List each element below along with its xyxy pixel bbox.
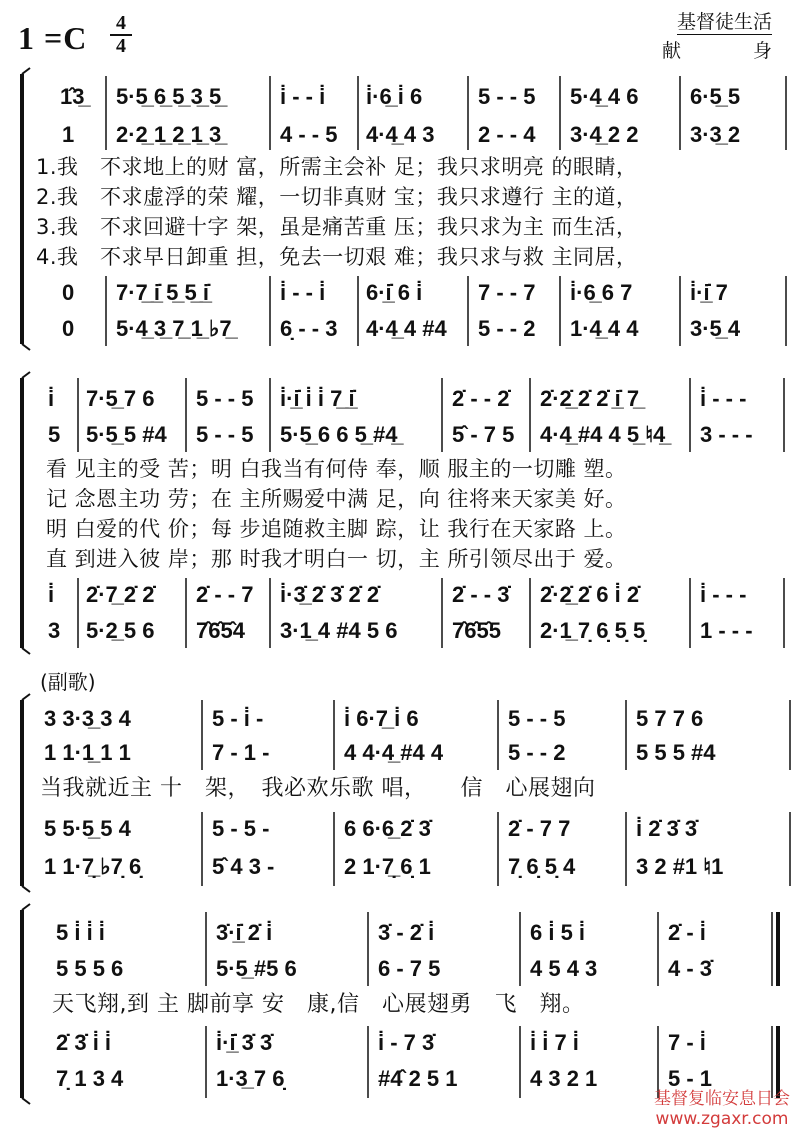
cell: 2̇·2̲̇ 2̇ 2̇ i̲̇ 7̲ [540, 386, 640, 411]
lyric-verse-4: 4.我 不求早日卸重 担，免去一切艰 难；我只求与救 主同居， [36, 245, 638, 269]
bracket-hook [22, 372, 30, 378]
bracket-hook [22, 886, 30, 892]
bracket-hook [22, 68, 30, 74]
cell: 2̇ - 7 7 [508, 816, 571, 841]
cell: 1·4̲ 4 4 [570, 316, 639, 341]
cell: i̇ - 7 3̇ [378, 1030, 435, 1055]
cell: 5 - - 2 [478, 316, 536, 341]
cell: 5 - - 5 [478, 84, 536, 109]
cell: 0 [62, 280, 75, 305]
lyric-verse-3: 明 白爱的代 价；每 步追随救主脚 踪，让 我行在天家路 上。 [46, 517, 627, 541]
cell: 2̇ - - 3̇ [452, 582, 510, 607]
cell: 4·4̲ 4 #4 [366, 316, 447, 341]
bracket-hook [22, 344, 30, 350]
key-signature: 1 =C [18, 20, 88, 56]
cell: 5 7 7 6 [636, 706, 704, 731]
cell: 7·5̲ 7 6 [86, 386, 155, 411]
cell: 5 [48, 422, 61, 447]
cell: 0 [62, 316, 75, 341]
cell: 1 [62, 122, 75, 147]
cell: i̇·3̲̇ 2̇ 3̇ 2̇ 2̇ [280, 582, 380, 607]
song-title-char-1: 献 [662, 40, 682, 62]
cell: 4·4̲ #4 4 5̲ ♮4̲ [540, 422, 666, 447]
cell: 5·5̲ 6̲ 5̲ 3̲ 5̲ [116, 84, 222, 109]
cell: 3 3·3̲ 3 4 [44, 706, 131, 731]
category-underline [677, 34, 772, 35]
cell: 5̂ 4 3 - [212, 854, 275, 879]
cell: i̇ - - i̇ [280, 280, 326, 305]
cell: i̇ - - - [700, 386, 747, 411]
cell: 1 - - - [700, 618, 753, 643]
cell: 4 3 2 1 [530, 1066, 598, 1091]
cell: 5·5̲ 6 6 5̲ #4̲ [280, 422, 398, 447]
cell: 3 [48, 618, 61, 643]
cell: i̇ 2̇ 3̇ 3̇ [636, 816, 698, 841]
category-label [677, 10, 772, 35]
bracket-hook [22, 904, 30, 910]
cell: 5·4̲ 4 6 [570, 84, 639, 109]
cell: i̇·i̲̇ 3̇ 3̇ [216, 1030, 273, 1055]
chorus-label: (副歌) [40, 670, 96, 694]
cell: i̇ - - - [700, 582, 747, 607]
lyric-verse-1: 1.我 不求地上的财 富，所需主会补 足；我只求明亮 的眼睛， [36, 155, 638, 179]
lyric-chorus-line-2: 天飞翔,到 主 脚前享 安 康,信 心展翅勇 飞 翔。 [52, 992, 585, 1017]
watermark-line-1: 基督复临安息日会 [654, 1089, 790, 1109]
cell: 4·4̲ 4 3 [366, 122, 435, 147]
cell: 2̇·2̲̇ 2̇ 6 i̇ 2̇ [540, 582, 640, 607]
cell: 5 5 5 6 [56, 956, 124, 981]
cell: 7̂6̂5̂4 [196, 618, 245, 643]
lyric-verse-4: 直 到进入彼 岸；那 时我才明白一 切，主 所引领尽出于 爱。 [46, 547, 627, 571]
system-4 [0, 906, 800, 1102]
bracket-hook [22, 694, 30, 700]
cell: 5 5 5 #4 [636, 740, 716, 765]
cell: 5̂ - 7 5 [452, 422, 515, 447]
cell: 3·1̲ 4 #4 5 6 [280, 618, 398, 643]
cell: i̇ - - i̇ [280, 84, 326, 109]
cell: 7̣ 1 3 4 [56, 1066, 124, 1091]
lyric-verse-2: 记 念恩主功 劳；在 主所赐爱中满 足，向 往将来天家美 好。 [46, 487, 627, 511]
cell: 6 i̇ 5 i̇ [530, 920, 586, 945]
cell: i̇ [48, 386, 55, 411]
system-2 [0, 372, 800, 654]
cell: 6̣ - - 3 [280, 316, 338, 341]
time-signature [110, 14, 132, 56]
cell: 3̇·i̲̇ 2̇ i̇ [216, 920, 273, 945]
cell: #4̂ 2 5 1 [378, 1066, 458, 1091]
cell: 7·7̲ i̲̇ 5̲ 5̲ i̲̇ [116, 280, 209, 305]
cell: 5·5̲ 5 #4 [86, 422, 167, 447]
cell: 6·i̲̇ 6 i̇ [366, 280, 423, 305]
time-signature-top: 4 [116, 12, 126, 34]
cell: i̇·6̲ i̇ 6 [366, 84, 423, 109]
cell: 4 - 3̇ [668, 956, 713, 981]
bracket-hook [22, 648, 30, 654]
cell: 2̇·7̲ 2̇ 2̇ [86, 582, 155, 607]
cell: 7 - i̇ [668, 1030, 706, 1055]
cell: 7 - 1 - [212, 740, 270, 765]
cell: 6·5̲ 5 [690, 84, 741, 109]
cell: 1·3̲ 7 6̣ [216, 1066, 285, 1091]
cell: i̇ [48, 582, 55, 607]
cell: 7 - - 7 [478, 280, 536, 305]
cell: 2 1·7̣̲ 6̣ 1 [344, 854, 431, 879]
cell: 3·4̲ 2 2 [570, 122, 639, 147]
cell: i̇·6̲ 6 7 [570, 280, 633, 305]
system-3 [0, 696, 800, 892]
cell: 5 - - 5 [196, 386, 254, 411]
cell: 6 - 7 5 [378, 956, 441, 981]
cell: 6 6·6̲ 2̇ 3̇ [344, 816, 431, 841]
system-1 [0, 68, 800, 350]
cell: 2 - - 4 [478, 122, 536, 147]
cell: 2̇ - - 7 [196, 582, 254, 607]
cell: 2̇ - - 2̇ [452, 386, 510, 411]
cell: 5 5·5̲ 5 4 [44, 816, 131, 841]
cell: 5 i̇ i̇ i̇ [56, 920, 105, 945]
song-title-char-2: 身 [752, 40, 772, 62]
cell: i̇·i̲̇ i̇ i̇ 7̲ i̲̇ [280, 386, 355, 411]
cell: i̇ 6·7̲ i̇ 6 [344, 706, 419, 731]
cell: i̇ i̇ 7 i̇ [530, 1030, 579, 1055]
lyric-verse-2: 2.我 不求虚浮的荣 耀，一切非真财 宝；我只求遵行 主的道， [36, 185, 638, 209]
cell: 1 1·7̣̲ ♭7̣ 6̣ [44, 854, 142, 879]
cell: 5 - 5 - [212, 816, 270, 841]
cell: 2̇ 3̇ i̇ i̇ [56, 1030, 112, 1055]
cell: 5·5̲ #5 6 [216, 956, 297, 981]
cell: 5 - - 5 [196, 422, 254, 447]
cell: 5 - i̇ - [212, 706, 264, 731]
lyric-verse-1: 看 见主的受 苦；明 白我当有何侍 奉，顺 服主的一切雕 塑。 [46, 457, 627, 481]
cell: 5 - 1 [668, 1066, 713, 1091]
cell: 5 - - 2 [508, 740, 566, 765]
song-title [662, 36, 772, 63]
cell: 4 4·4̲ #4 4 [344, 740, 444, 765]
cell: 5·2̲ 5 6 [86, 618, 155, 643]
lyric-chorus-line-1: 当我就近主 十 架， 我必欢乐歌 唱， 信 心展翅向 [40, 776, 596, 801]
cell: 7̂6̂5̂5 [452, 618, 501, 643]
cell: 2·2̲ 1̲ 2̲ 1̲ 3̲ [116, 122, 222, 147]
cell: 5 - - 5 [508, 706, 566, 731]
lyric-verse-3: 3.我 不求回避十字 架，虽是痛苦重 压；我只求为主 而生活， [36, 215, 638, 239]
cell: 3 2 #1 ♮1 [636, 854, 724, 879]
cell: 1̂3̲ [60, 84, 85, 109]
cell: 3·5̲ 4 [690, 316, 741, 341]
watermark-line-2: www.zgaxr.com [655, 1109, 789, 1129]
bracket-hook [22, 1098, 30, 1104]
cell: 4 5 4 3 [530, 956, 598, 981]
cell: i̇·i̲̇ 7 [690, 280, 728, 305]
cell: 4 - - 5 [280, 122, 338, 147]
cell: 3 - - - [700, 422, 753, 447]
cell: 3̇ - 2̇ i̇ [378, 920, 435, 945]
cell: 1 1·1̲ 1 1 [44, 740, 131, 765]
time-signature-bottom: 4 [116, 35, 126, 57]
watermark [654, 1089, 790, 1129]
category-text: 基督徒生活 [676, 11, 772, 33]
cell: 2̇ - i̇ [668, 920, 706, 945]
cell: 7̣ 6̣ 5̣ 4 [508, 854, 576, 879]
cell: 2·1̲ 7̣ 6̣ 5̣ 5̣ [540, 618, 646, 643]
cell: 3·3̲ 2 [690, 122, 741, 147]
cell: 5·4̲ 3̲ 7̲ 1̲ ♭7̲ [116, 316, 232, 341]
